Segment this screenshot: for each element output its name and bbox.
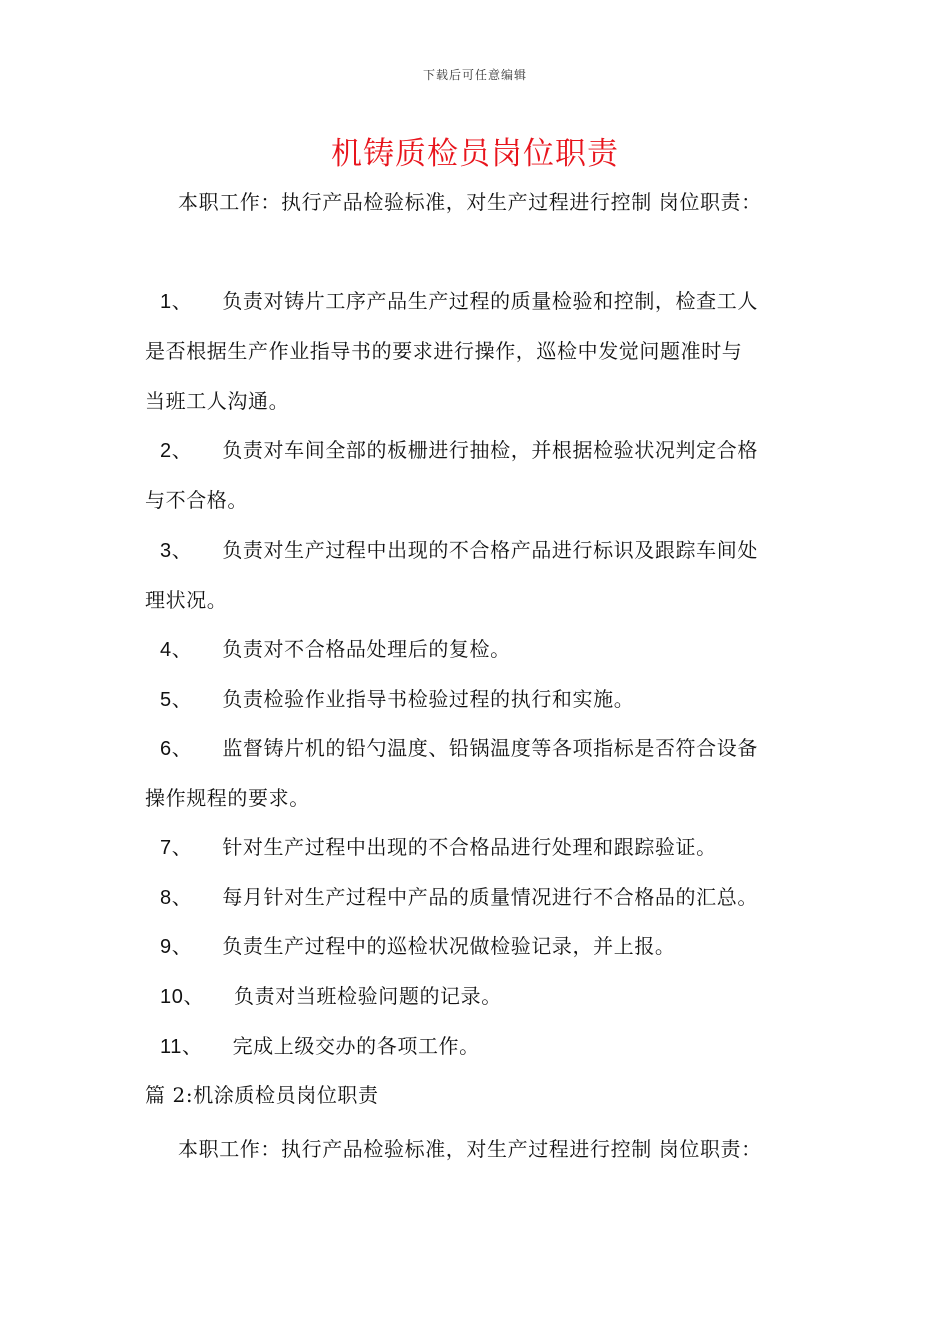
- item-number: 8、: [160, 887, 193, 909]
- item-text: 负责生产过程中的巡检状况做检验记录，并上报。: [222, 934, 676, 958]
- list-item-2-cont: 与不合格。: [145, 488, 248, 512]
- section-2-intro: 本职工作：执行产品检验标准，对生产过程进行控制 岗位职责：: [178, 1137, 762, 1161]
- item-text: 负责检验作业指导书检验过程的执行和实施。: [222, 687, 635, 711]
- item-text: 负责对当班检验问题的记录。: [234, 984, 502, 1008]
- item-number: 7、: [160, 837, 193, 859]
- item-text: 针对生产过程中出现的不合格品进行处理和跟踪验证。: [222, 835, 717, 859]
- list-item-11: [145, 1032, 480, 1061]
- item-text: 每月针对生产过程中产品的质量情况进行不合格品的汇总。: [222, 885, 758, 909]
- item-text: 负责对生产过程中出现的不合格产品进行标识及跟踪车间处: [222, 538, 758, 562]
- item-number: 6、: [160, 738, 193, 760]
- item-text: 负责对铸片工序产品生产过程的质量检验和控制，检查工人: [222, 289, 758, 313]
- list-item-6: [145, 734, 758, 763]
- item-number: 4、: [160, 639, 193, 661]
- item-text: 负责对不合格品处理后的复检。: [222, 637, 511, 661]
- item-number: 1、: [160, 291, 193, 313]
- item-number: 5、: [160, 689, 193, 711]
- list-item-3: [145, 536, 758, 565]
- section-2-heading: 篇 2:机涂质检员岗位职责: [145, 1083, 379, 1107]
- item-text: 负责对车间全部的板栅进行抽检，并根据检验状况判定合格: [222, 438, 758, 462]
- list-item-1-cont: 是否根据生产作业指导书的要求进行操作，巡检中发觉问题准时与: [145, 339, 743, 363]
- item-number: 11、: [160, 1036, 203, 1058]
- list-item-4: [145, 635, 511, 664]
- item-text: 监督铸片机的铅勺温度、铅锅温度等各项指标是否符合设备: [222, 736, 758, 760]
- intro-paragraph: 本职工作：执行产品检验标准，对生产过程进行控制 岗位职责：: [178, 190, 762, 214]
- list-item-9: [145, 932, 676, 961]
- list-item-5: [145, 685, 634, 714]
- item-text: 完成上级交办的各项工作。: [232, 1034, 480, 1058]
- list-item-1: [145, 287, 758, 316]
- list-item-1-cont: 当班工人沟通。: [145, 389, 290, 413]
- list-item-2: [145, 436, 758, 465]
- list-item-10: [145, 982, 502, 1011]
- list-item-7: [145, 833, 717, 862]
- document-title: 机铸质检员岗位职责: [331, 136, 619, 172]
- header-note: 下载后可任意编辑: [422, 68, 527, 82]
- list-item-8: [145, 883, 758, 912]
- list-item-3-cont: 理状况。: [145, 588, 228, 612]
- item-number: 10、: [160, 986, 205, 1008]
- item-number: 2、: [160, 440, 193, 462]
- item-number: 9、: [160, 936, 193, 958]
- list-item-6-cont: 操作规程的要求。: [145, 786, 310, 810]
- item-number: 3、: [160, 540, 193, 562]
